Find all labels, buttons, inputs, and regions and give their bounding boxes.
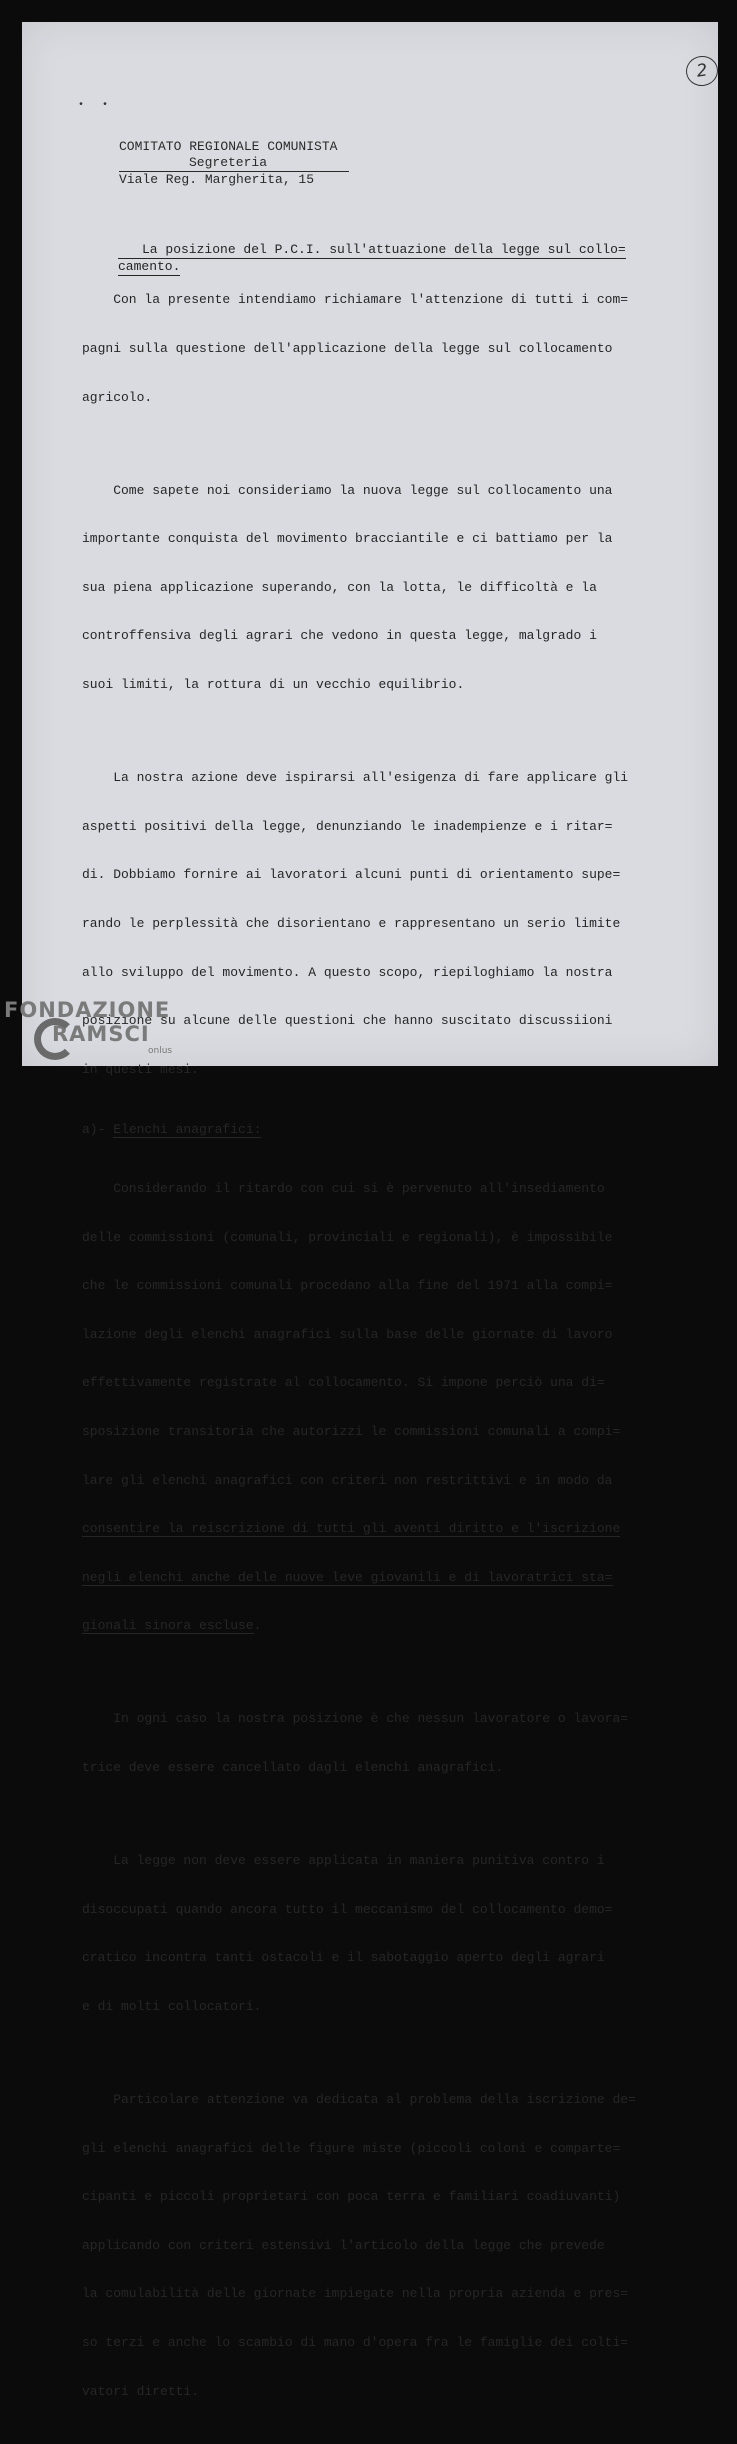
text-line: pagni sulla questione dell'applicazione della legge sul collocamento: [82, 341, 613, 357]
text-line: agricolo.: [82, 389, 153, 405]
text-line: in questi mesi.: [82, 1061, 200, 1077]
department-name: Segreteria: [119, 155, 349, 172]
paragraph-6: [82, 1821, 662, 2048]
paragraph-4: [82, 1149, 662, 1668]
paragraph-2: [82, 450, 662, 725]
text-line: allo sviluppo del movimento. A questo scopo, riepiloghiamo la nostra: [82, 964, 613, 980]
text-line: vatori diretti.: [82, 2383, 200, 2399]
text-line: La legge non deve essere applicata in maniera punitiva contro i: [82, 1853, 605, 1869]
section-prefix: a)-: [82, 1122, 114, 1138]
letterhead: [119, 139, 349, 188]
section-a-heading: [82, 1122, 662, 1138]
text-line: La nostra azione deve ispirarsi all'esigenza di fare applicare gli: [82, 770, 629, 786]
text-line: importante conquista del movimento bracciantile e ci battiamo per la: [82, 531, 613, 547]
text-line: di. Dobbiamo fornire ai lavoratori alcuni punti di orientamento supe=: [82, 867, 621, 883]
text-line: effettivamente registrate al collocamento. Si impone perciò una di=: [82, 1375, 605, 1391]
text-line: controffensiva degli agrari che vedono in questa legge, malgrado i: [82, 628, 597, 644]
text-line: cipanti e piccoli proprietari con poca terra e familiari coadiuvanti): [82, 2189, 621, 2205]
paper-specks: • •: [78, 100, 115, 111]
text-line: posizione su alcune delle questioni che hanno suscitato discussiioni: [82, 1013, 613, 1029]
text-line: Considerando il ritardo con cui si è pervenuto all'insediamento: [82, 1180, 605, 1196]
text-line: cratico incontra tanti ostacoli e il sabotaggio aperto degli agrari: [82, 1950, 605, 1966]
text-line: In ogni caso la nostra posizione è che nessun lavoratore o lavora=: [82, 1711, 629, 1727]
text-line: la comulabilità delle giornate impiegate nella propria azienda e pres=: [82, 2286, 629, 2302]
title-line-1: La posizione del P.C.I. sull'attuazione della legge sul collo=: [118, 242, 626, 259]
text-line: aspetti positivi della legge, denunziando le inadempienze e i ritar=: [82, 818, 613, 834]
watermark-line-1: FONDAZIONE: [4, 998, 171, 1022]
text-line: rando le perplessità che disorientano e rappresentano un serio limite: [82, 915, 621, 931]
text-line: sua piena applicazione superando, con la lotta, le difficoltà e la: [82, 579, 597, 595]
period: .: [253, 1618, 262, 1634]
text-line: Come sapete noi consideriamo la nuova legge sul collocamento una: [82, 482, 613, 498]
text-line: Particolare attenzione va dedicata al problema della iscrizione de=: [82, 2091, 636, 2107]
watermark-line-2: RAMSCI: [52, 1022, 150, 1046]
text-line: delle commissioni (comunali, provinciali e regionali), è impossibile: [82, 1229, 613, 1245]
organization-name: COMITATO REGIONALE COMUNISTA: [119, 139, 338, 154]
paragraph-5: [82, 1679, 662, 1809]
address: Viale Reg. Margherita, 15: [119, 172, 315, 187]
text-line: lare gli elenchi anagrafici con criteri non restrittivi e in modo da: [82, 1472, 613, 1488]
text-line: applicando con criteri estensivi l'articolo della legge che prevede: [82, 2237, 605, 2253]
paragraph-7: [82, 2060, 662, 2433]
underlined-text: consentire la reiscrizione di tutti gli aventi diritto e l'iscrizione: [82, 1521, 621, 1537]
text-line: Con la presente intendiamo richiamare l'attenzione di tutti i com=: [82, 292, 629, 308]
fondazione-gramsci-watermark: [4, 998, 172, 1056]
text-line: e di molti collocatori.: [82, 1998, 262, 2014]
text-line: lazione degli elenchi anagrafici sulla base delle giornate di lavoro: [82, 1326, 613, 1342]
underlined-line: [82, 1570, 662, 1586]
paragraph-1: [82, 260, 662, 438]
text-line: sposizione transitoria che autorizzi le commissioni comunali a compi=: [82, 1424, 621, 1440]
underlined-line: [82, 1521, 662, 1537]
text-line: trice deve essere cancellato dagli elenchi anagrafici.: [82, 1760, 504, 1776]
watermark-line-3: onlus: [148, 1046, 173, 1056]
page-number: 2: [684, 54, 720, 88]
underlined-line: [82, 1618, 662, 1634]
text-line: gli elenchi anagrafici delle figure miste (piccoli coloni e comparte=: [82, 2140, 621, 2156]
text-line: suoi limiti, la rottura di un vecchio equilibrio.: [82, 677, 465, 693]
section-label: Elenchi anagrafici:: [113, 1122, 262, 1138]
gramsci-g-logo-icon: [34, 1018, 76, 1060]
title-line-2: camento.: [118, 259, 181, 274]
underlined-text: negli elenchi anche delle nuove leve giovanili e di lavoratrici sta=: [82, 1569, 613, 1585]
underlined-text: gionali sinora escluse: [82, 1618, 254, 1634]
text-line: so terzi e anche lo scambio di mano d'opera fra le famiglie dei colti=: [82, 2334, 629, 2350]
text-line: disoccupati quando ancora tutto il meccanismo del collocamento demo=: [82, 1901, 613, 1917]
document-body: [82, 260, 662, 2444]
text-line: che le commissioni comunali procedano alla fine del 1971 alla compi=: [82, 1278, 613, 1294]
